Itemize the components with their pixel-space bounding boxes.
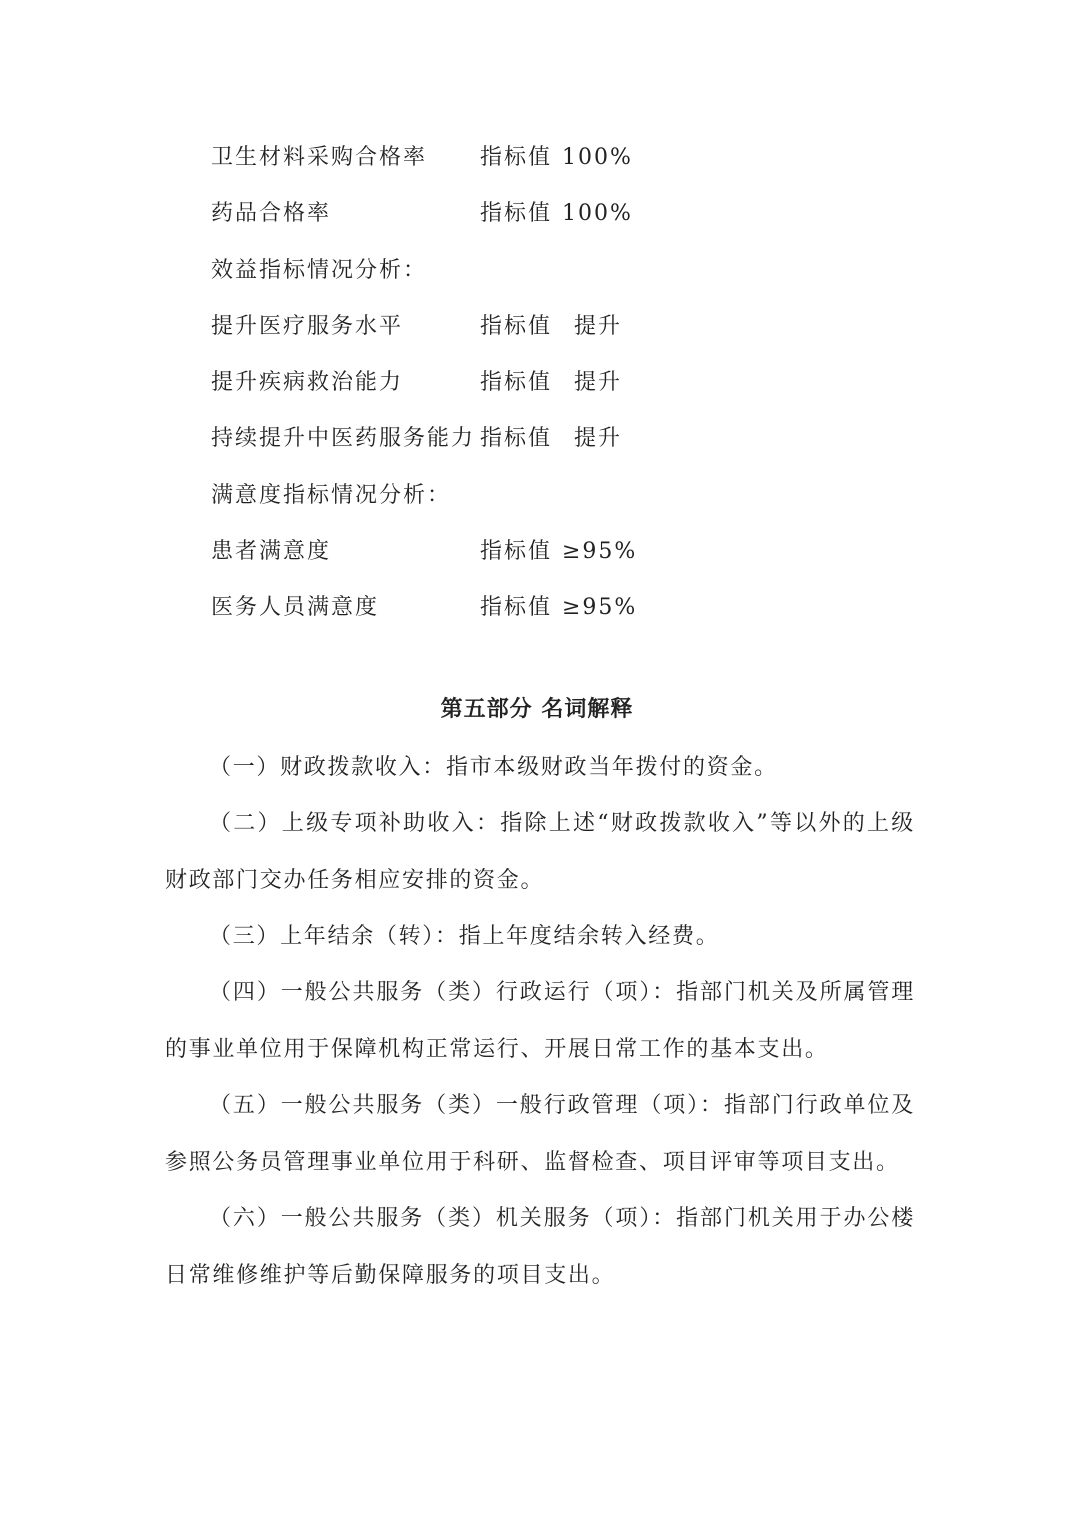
definition-paragraph: （六）一般公共服务（类）机关服务（项）：指部门机关用于办公楼日常维修维护等后勤保障服务的项目支出。: [165, 1206, 915, 1288]
indicator-label: 提升医疗服务水平: [211, 314, 404, 339]
indicator-label: 药品合格率: [211, 201, 332, 226]
indicator-label: 持续提升中医药服务能力: [211, 426, 476, 451]
indicator-keyword: 指标值: [480, 595, 553, 620]
indicator-value: 提升: [574, 314, 623, 339]
definition-paragraph: （一）财政拨款收入：指市本级财政当年拨付的资金。: [209, 755, 778, 780]
indicator-keyword: 指标值: [480, 370, 553, 395]
indicator-label: 卫生材料采购合格率: [211, 145, 428, 170]
indicator-value: ≥95%: [562, 595, 638, 620]
indicator-keyword: 指标值: [480, 145, 553, 170]
indicator-label: 患者满意度: [211, 539, 332, 564]
definition-paragraph: （二）上级专项补助收入：指除上述“财政拨款收入”等以外的上级财政部门交办任务相应安排的资金。: [165, 811, 915, 893]
indicator-keyword: 指标值: [480, 426, 553, 451]
indicator-label: 医务人员满意度: [211, 595, 380, 620]
satisfaction-heading: 满意度指标情况分析：: [211, 483, 452, 508]
indicator-value: ≥95%: [562, 539, 638, 564]
definition-paragraph: （五）一般公共服务（类）一般行政管理（项）：指部门行政单位及参照公务员管理事业单位用于科研、监督检查、项目评审等项目支出。: [165, 1093, 915, 1175]
indicator-keyword: 指标值: [480, 539, 553, 564]
indicator-value: 提升: [574, 426, 623, 451]
indicator-keyword: 指标值: [480, 201, 553, 226]
indicator-label: 提升疾病救治能力: [211, 370, 404, 395]
indicator-value: 提升: [574, 370, 623, 395]
indicator-value: 100%: [562, 201, 633, 226]
benefit-heading: 效益指标情况分析：: [211, 258, 428, 283]
definition-paragraph: （三）上年结余（转）：指上年度结余转入经费。: [209, 924, 720, 949]
section-title: 第五部分 名词解释: [440, 697, 634, 722]
definition-paragraph: （四）一般公共服务（类）行政运行（项）：指部门机关及所属管理的事业单位用于保障机构正常运行、开展日常工作的基本支出。: [165, 980, 915, 1062]
indicator-value: 100%: [562, 145, 633, 170]
indicator-keyword: 指标值: [480, 314, 553, 339]
